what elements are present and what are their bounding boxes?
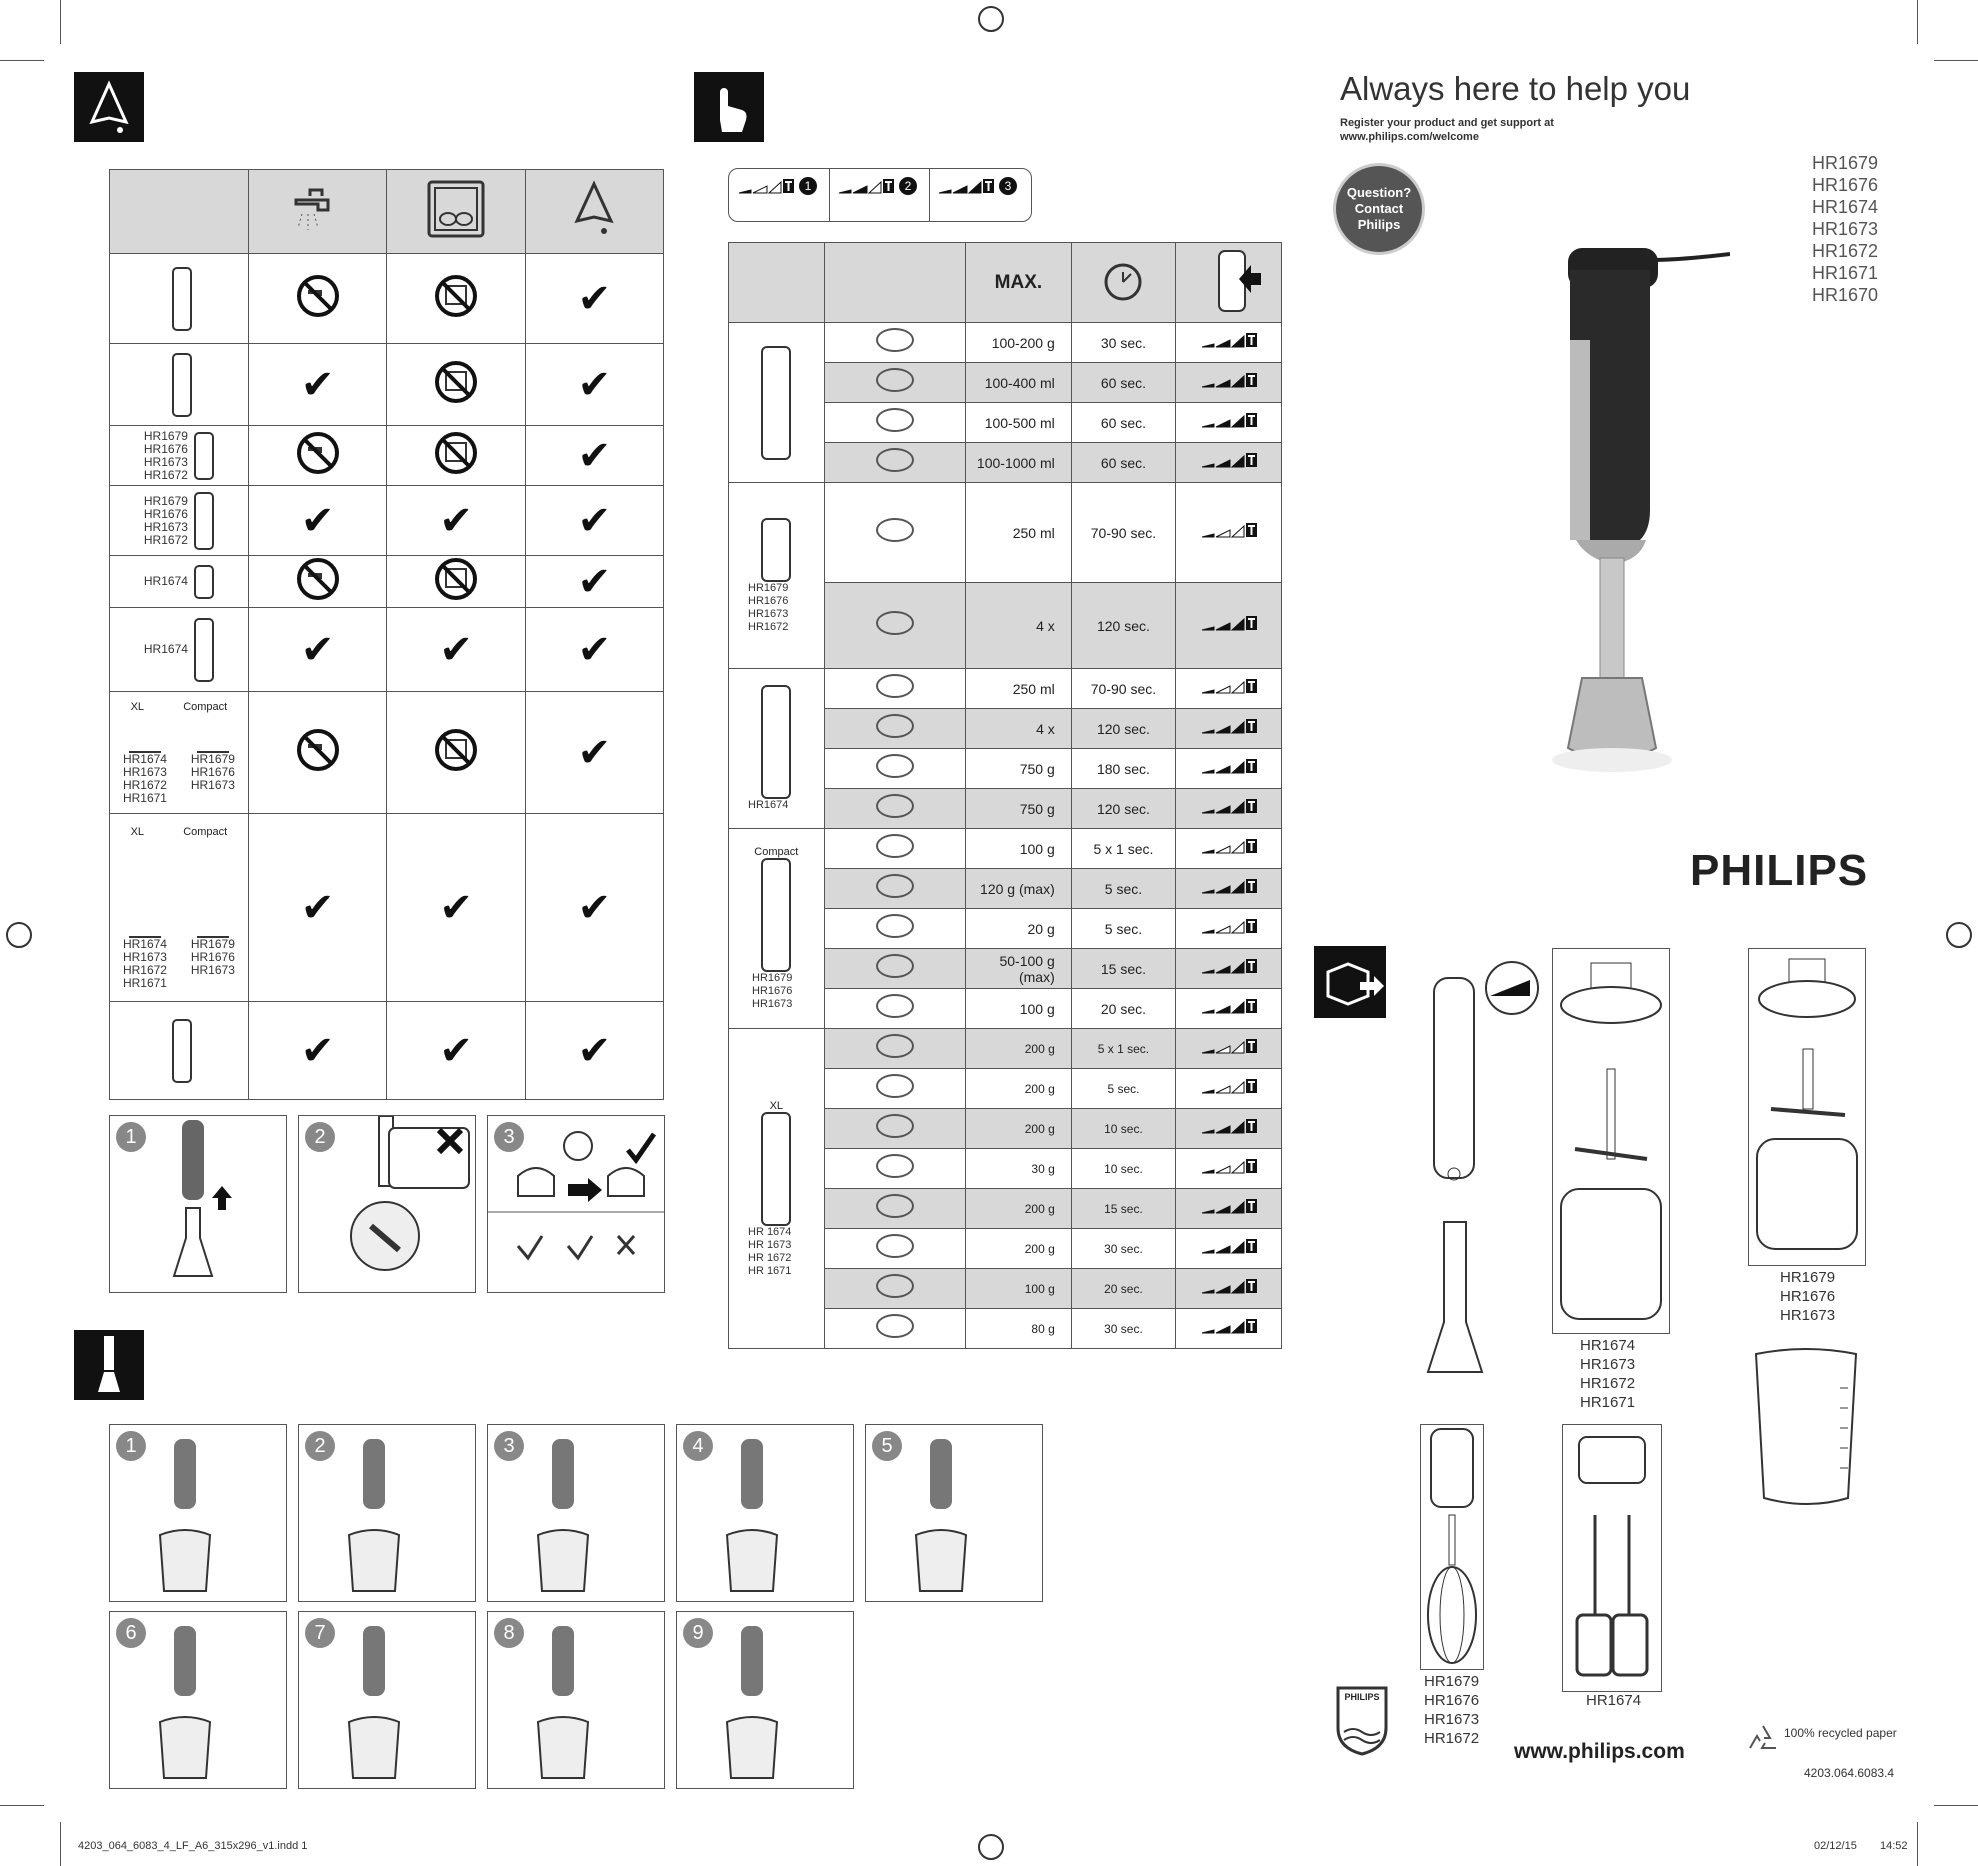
max-quantity: 50-100 g (max) [999, 952, 1055, 985]
crop-mark [1917, 1822, 1918, 1866]
prohibited-icon [434, 557, 478, 601]
compact-label: Compact [183, 825, 228, 838]
checkmark-icon: ✔ [439, 626, 473, 673]
checkmark-icon: ✔ [577, 558, 612, 605]
registration-mark-icon [6, 922, 32, 948]
blender-usage-icon [74, 1330, 144, 1400]
processing-time: 10 sec. [1104, 1121, 1143, 1136]
food-icon [876, 1274, 914, 1298]
model-list: HR1674 [143, 574, 188, 588]
speed-setting-icon [1200, 1317, 1258, 1335]
max-quantity: 4 x [1036, 720, 1055, 737]
checkmark-icon: ✔ [577, 729, 612, 776]
checkmark-icon: ✔ [439, 1027, 473, 1074]
food-icon [876, 518, 914, 542]
speed-number-badge: 3 [999, 177, 1017, 195]
cleaning-row [110, 486, 664, 556]
whisk-models: HR1679 HR1676 HR1673 HR1672 [1424, 1673, 1480, 1747]
max-quantity: 20 g [1027, 920, 1055, 937]
accessory-icon [194, 432, 214, 480]
chopper-compact-image [1748, 948, 1866, 1266]
checkmark-icon: ✔ [577, 884, 612, 931]
xl-label: XL [769, 1099, 784, 1112]
chopper-compact-models: HR1679 HR1676 HR1673 [1780, 1269, 1836, 1324]
checkmark-icon: ✔ [577, 497, 612, 544]
accessory-icon [197, 838, 229, 938]
tagline: Always here to help you [1340, 70, 1691, 107]
processing-time: 120 sec. [1096, 720, 1150, 737]
registration-mark-icon [978, 1834, 1004, 1860]
xl-label: XL [130, 700, 145, 713]
prohibited-icon [434, 274, 478, 318]
checkmark-icon: ✔ [577, 626, 612, 673]
model-list: HR1674 [748, 799, 789, 811]
checkmark-icon: ✔ [300, 884, 335, 931]
processing-time: 5 sec. [1107, 1081, 1140, 1096]
cleaning-step-2 [298, 1115, 476, 1293]
crop-mark [60, 1822, 61, 1866]
speed-setting-icon [1200, 717, 1258, 735]
model-list [1812, 152, 1878, 306]
processing-time: 5 sec. [1104, 880, 1143, 897]
step-number: 6 [116, 1618, 146, 1648]
usage-row [729, 483, 1282, 583]
speed-setting-icon [1200, 451, 1258, 469]
max-quantity: 750 g [1019, 800, 1055, 817]
model-number: HR1673 [1812, 219, 1879, 239]
crop-mark [1934, 1805, 1978, 1806]
speed-setting-icon [737, 177, 795, 195]
processing-time: 15 sec. [1100, 960, 1147, 977]
checkmark-icon: ✔ [300, 1027, 335, 1074]
speed-setting-icon [1200, 957, 1258, 975]
speed-setting-icon [1200, 614, 1258, 632]
cleaning-row [110, 814, 664, 1002]
speed-setting-icon [1200, 1277, 1258, 1295]
usage-row [729, 669, 1282, 709]
model-list: HR1679 HR1676 HR1673 HR1672 [748, 581, 789, 633]
accessory-icon [194, 492, 214, 550]
cleaning-step-3 [487, 1115, 665, 1293]
attachment-icon [761, 685, 791, 799]
speed-setting-icon [1200, 521, 1258, 539]
processing-time: 5 sec. [1104, 920, 1143, 937]
step-number: 4 [683, 1431, 713, 1461]
speed-setting-icon [1200, 1037, 1258, 1055]
processing-time: 60 sec. [1100, 414, 1147, 431]
processing-time: 180 sec. [1096, 760, 1150, 777]
speed-setting-icon [1200, 757, 1258, 775]
whisk-image [1420, 1424, 1484, 1670]
food-icon [876, 408, 914, 432]
shield-brand: PHILIPS [1344, 1692, 1380, 1702]
food-icon [876, 448, 914, 472]
checkmark-icon: ✔ [439, 884, 473, 931]
crop-mark [60, 0, 61, 44]
speed-setting-icon [1200, 371, 1258, 389]
use-step-5 [865, 1424, 1043, 1602]
cleaning-table [109, 169, 664, 1100]
max-quantity: 200 g [1024, 1041, 1055, 1056]
step-number: 5 [872, 1431, 902, 1461]
speed-setting-icon [837, 177, 895, 195]
processing-time: 5 x 1 sec. [1097, 1041, 1150, 1056]
max-quantity: 750 g [1019, 760, 1055, 777]
speed-setting-icon [1200, 1237, 1258, 1255]
processing-time: 15 sec. [1104, 1201, 1143, 1216]
attachment-icon [761, 1112, 791, 1226]
prohibited-icon [296, 728, 340, 772]
processing-time: 30 sec. [1104, 1321, 1143, 1336]
use-step-2 [298, 1424, 476, 1602]
max-quantity: 200 g [1024, 1081, 1055, 1096]
model-list: HR1679 HR1676 HR1673 HR1672 [143, 428, 188, 482]
checkmark-icon: ✔ [577, 1027, 612, 1074]
chopper-xl-image [1552, 948, 1670, 1334]
speed-legend-item [937, 177, 1017, 200]
use-step-6 [109, 1611, 287, 1789]
speed-setting-icon [1200, 1077, 1258, 1095]
model-list: HR1679 HR1676 HR1673 [190, 936, 235, 977]
checkmark-icon: ✔ [577, 275, 612, 322]
processing-time: 30 sec. [1104, 1241, 1143, 1256]
checkmark-icon: ✔ [577, 432, 612, 479]
max-quantity: 250 ml [1012, 680, 1055, 697]
max-quantity: 200 g [1024, 1241, 1055, 1256]
max-quantity: 100 g [1024, 1281, 1055, 1296]
speed-setting-icon [1200, 331, 1258, 349]
max-quantity: 120 g (max) [980, 880, 1055, 897]
processing-time: 5 x 1 sec. [1093, 840, 1154, 857]
register-text [1340, 116, 1554, 144]
max-quantity: 200 g [1024, 1201, 1055, 1216]
accessory-icon [194, 618, 214, 682]
usage-row [729, 829, 1282, 869]
checkmark-icon: ✔ [300, 361, 335, 408]
speed-setting-icon [1200, 877, 1258, 895]
speed-setting-icon [1200, 997, 1258, 1015]
turbo-button-icon [1176, 243, 1282, 323]
food-icon [876, 328, 914, 352]
speed-setting-icon [937, 177, 995, 195]
model-number: HR1674 [1812, 197, 1879, 217]
checkmark-icon: ✔ [300, 626, 335, 673]
food-icon [876, 1234, 914, 1258]
usage-row [729, 1029, 1282, 1069]
speed-setting-icon [1200, 917, 1258, 935]
processing-time: 20 sec. [1104, 1281, 1143, 1296]
max-quantity: 100-1000 ml [976, 454, 1055, 471]
food-icon [876, 1074, 914, 1098]
model-number: HR1672 [1812, 241, 1879, 261]
use-step-4 [676, 1424, 854, 1602]
speed-setting-icon [1200, 837, 1258, 855]
register-url[interactable]: www.philips.com/welcome [1340, 131, 1479, 143]
step-number: 1 [116, 1122, 146, 1152]
speed-legend [728, 168, 1032, 222]
speed-legend-item [737, 177, 817, 200]
speed-setting-icon [1200, 1117, 1258, 1135]
use-step-1 [109, 1424, 287, 1602]
cleaning-row [110, 254, 664, 344]
attachment-icon [761, 858, 791, 972]
processing-time: 70-90 sec. [1090, 524, 1157, 541]
step-number: 8 [494, 1618, 524, 1648]
max-quantity: 100 g [1019, 840, 1055, 857]
max-quantity: 30 g [1031, 1161, 1055, 1176]
timer-icon [1071, 243, 1175, 323]
hand-pointing-icon [694, 72, 764, 142]
philips-logo: PHILIPS [1690, 846, 1869, 895]
prohibited-icon [434, 728, 478, 772]
question-line: Question? [1346, 185, 1412, 200]
prohibited-icon [434, 431, 478, 475]
accessory-icon [172, 353, 192, 417]
use-step-8 [487, 1611, 665, 1789]
use-step-3 [487, 1424, 665, 1602]
step-number: 2 [305, 1122, 335, 1152]
cleaning-row [110, 608, 664, 692]
speed-setting-icon [1200, 1157, 1258, 1175]
checkmark-icon: ✔ [577, 361, 612, 408]
cleaning-row [110, 1002, 664, 1100]
speed-setting-icon [1200, 677, 1258, 695]
food-icon [876, 611, 914, 635]
crop-mark [1917, 0, 1918, 44]
accessory-icon [129, 713, 161, 753]
question-line: Contact [1354, 201, 1404, 216]
attachment-icon [761, 518, 791, 582]
speed-setting-icon [1200, 797, 1258, 815]
max-quantity: 100-500 ml [984, 414, 1055, 431]
food-icon [876, 994, 914, 1018]
cleaning-row [110, 556, 664, 608]
step-number: 7 [305, 1618, 335, 1648]
registration-mark-icon [978, 6, 1004, 32]
food-icon [876, 914, 914, 938]
accessory-icon [194, 565, 214, 599]
question-line: Philips [1357, 217, 1401, 232]
recycled-text: 100% recycled paper [1784, 1726, 1897, 1740]
speed-legend-item [837, 177, 917, 200]
usage-row [729, 323, 1282, 363]
checkmark-icon: ✔ [439, 497, 473, 544]
food-icon [876, 674, 914, 698]
step-number: 9 [683, 1618, 713, 1648]
processing-time: 20 sec. [1100, 1000, 1147, 1017]
model-list: HR1674 HR1673 HR1672 HR1671 [122, 936, 167, 990]
model-number: HR1676 [1812, 175, 1879, 195]
prohibited-icon [296, 431, 340, 475]
max-quantity: 4 x [1036, 617, 1055, 634]
attachment-icon [761, 346, 791, 460]
food-icon [876, 834, 914, 858]
xl-label: XL [130, 825, 145, 838]
processing-time: 60 sec. [1100, 454, 1147, 471]
step-number: 2 [305, 1431, 335, 1461]
model-list: HR1679 HR1676 HR1673 [190, 751, 235, 792]
model-number: HR1671 [1812, 263, 1879, 283]
processing-time: 30 sec. [1100, 334, 1147, 351]
beater-image [1562, 1424, 1662, 1692]
model-number: HR1670 [1812, 285, 1879, 305]
model-list: HR1674 HR1673 HR1672 HR1671 [122, 751, 167, 805]
food-icon [876, 368, 914, 392]
step-number: 3 [494, 1431, 524, 1461]
step-number: 1 [116, 1431, 146, 1461]
max-quantity: 200 g [1024, 1121, 1055, 1136]
model-list: HR1679 HR1676 HR1673 [752, 972, 793, 1010]
max-quantity: 100-400 ml [984, 374, 1055, 391]
registration-mark-icon [1946, 922, 1972, 948]
prohibited-icon [434, 360, 478, 404]
dishwasher-icon [387, 170, 526, 254]
max-quantity: 100-200 g [991, 334, 1055, 351]
food-icon [876, 1154, 914, 1178]
assembly-box-icon [1314, 946, 1386, 1018]
cloth-icon [525, 170, 663, 254]
question-badge[interactable] [1336, 166, 1422, 252]
model-list: HR1674 [143, 642, 188, 656]
accessory-icon [129, 838, 161, 938]
cleaning-row [110, 692, 664, 814]
cleaning-row [110, 344, 664, 426]
beaker-image [1750, 1348, 1860, 1519]
food-icon [876, 1314, 914, 1338]
max-label: MAX. [966, 243, 1072, 323]
processing-time: 120 sec. [1096, 617, 1150, 634]
usage-table [728, 242, 1282, 1349]
use-step-9 [676, 1611, 854, 1789]
speed-setting-icon [1200, 411, 1258, 429]
processing-time: 10 sec. [1104, 1161, 1143, 1176]
crop-mark [0, 60, 44, 61]
philips-shield-icon [1334, 1684, 1390, 1756]
motor-unit-image [1420, 960, 1540, 1425]
food-icon [876, 714, 914, 738]
hand-blender-image [1540, 240, 1730, 805]
step-number: 3 [494, 1122, 524, 1152]
processing-time: 120 sec. [1096, 800, 1150, 817]
recycle-icon [1746, 1722, 1780, 1756]
prohibited-icon [296, 557, 340, 601]
speed-number-badge: 2 [899, 177, 917, 195]
checkmark-icon: ✔ [300, 497, 335, 544]
doc-number: 4203.064.6083.4 [1804, 1766, 1895, 1780]
accessory-icon [172, 1019, 192, 1083]
use-step-7 [298, 1611, 476, 1789]
food-icon [876, 754, 914, 778]
crop-mark [1934, 60, 1978, 61]
model-number: HR1679 [1812, 153, 1879, 173]
crop-mark [0, 1805, 44, 1806]
food-icon [876, 794, 914, 818]
tap-icon [248, 170, 387, 254]
cleaning-row [110, 426, 664, 486]
max-quantity: 250 ml [1012, 524, 1055, 541]
food-icon [876, 874, 914, 898]
accessory-icon [172, 267, 192, 331]
food-icon [876, 1194, 914, 1218]
speed-setting-icon [1200, 1197, 1258, 1215]
chopper-xl-models: HR1674 HR1673 HR1672 HR1671 [1580, 1337, 1636, 1411]
compact-label: Compact [183, 700, 228, 713]
register-line: Register your product and get support at [1340, 117, 1554, 129]
model-list: HR 1674 HR 1673 HR 1672 HR 1671 [748, 1225, 792, 1277]
max-quantity: 100 g [1019, 1000, 1055, 1017]
cleaning-cloth-icon [74, 72, 144, 142]
print-date: 02/12/15 [1814, 1840, 1857, 1852]
processing-time: 60 sec. [1100, 374, 1147, 391]
food-icon [876, 1034, 914, 1058]
beater-models: HR1674 [1586, 1692, 1642, 1709]
compact-label: Compact [754, 846, 799, 858]
website-link[interactable]: www.philips.com [1514, 1740, 1685, 1763]
accessory-icon [197, 713, 229, 753]
max-quantity: 80 g [1031, 1321, 1055, 1336]
food-icon [876, 954, 914, 978]
prohibited-icon [296, 274, 340, 318]
processing-time: 70-90 sec. [1090, 680, 1157, 697]
cleaning-step-1 [109, 1115, 287, 1293]
file-name: 4203_064_6083_4_LF_A6_315x296_v1.indd 1 [78, 1840, 308, 1852]
model-list: HR1679 HR1676 HR1673 HR1672 [143, 493, 188, 547]
speed-number-badge: 1 [799, 177, 817, 195]
print-time: 14:52 [1880, 1840, 1908, 1852]
food-icon [876, 1114, 914, 1138]
